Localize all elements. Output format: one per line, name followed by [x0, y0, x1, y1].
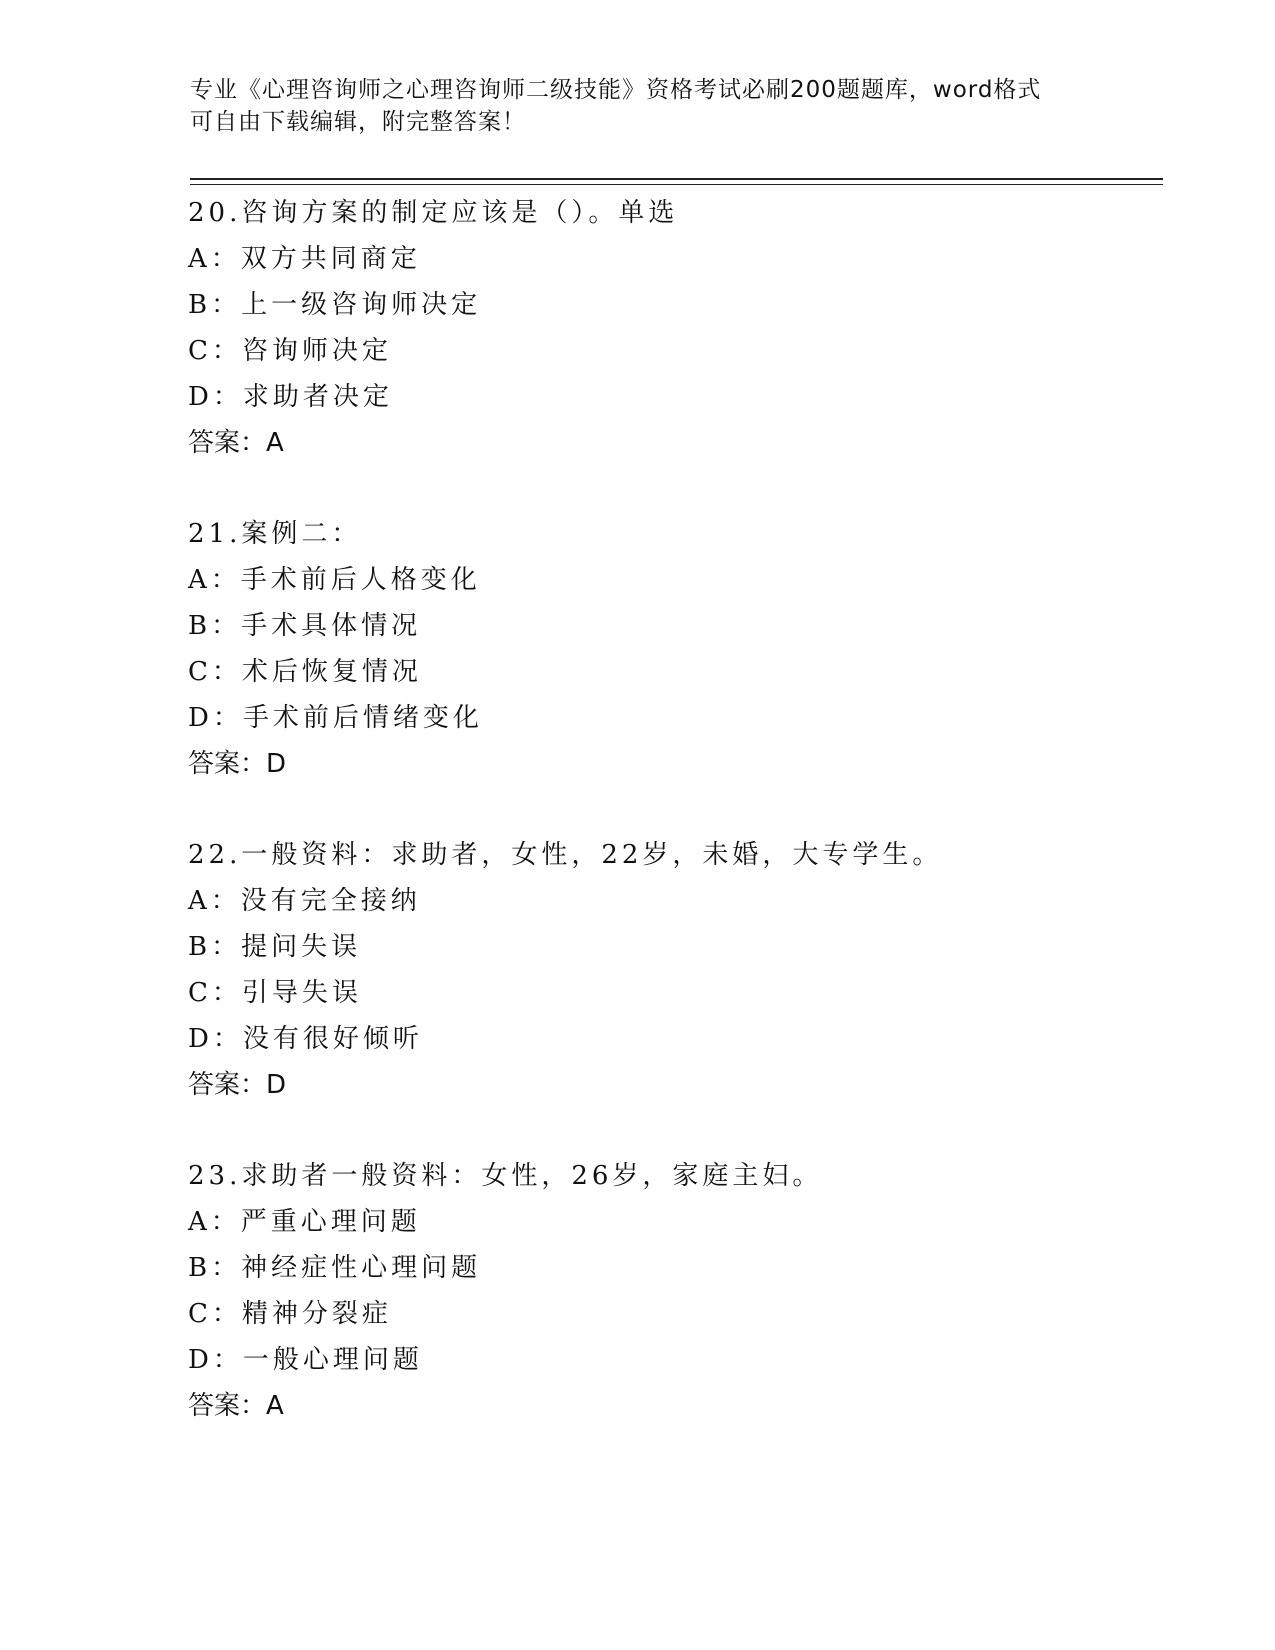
option-c: C：咨询师决定	[188, 336, 392, 366]
answer-label: 答案：	[188, 1391, 267, 1421]
question-stem: 22.一般资料：求助者，女性，22岁，未婚，大专学生。	[188, 840, 943, 870]
question-block	[188, 832, 1148, 1108]
header-line-1: 专业《心理咨询师之心理咨询师二级技能》资格考试必刷200题题库，word格式	[190, 77, 1042, 103]
answer-line	[188, 741, 1148, 787]
header-line-2: 可自由下载编辑，附完整答案！	[190, 109, 526, 135]
question-stem: 23.求助者一般资料：女性，26岁，家庭主妇。	[188, 1161, 823, 1191]
option-c: C：术后恢复情况	[188, 657, 422, 687]
option-a: A：没有完全接纳	[188, 886, 421, 916]
option-a: A：双方共同商定	[188, 244, 421, 274]
question-block	[188, 190, 1148, 466]
answer-label: 答案：	[188, 749, 267, 779]
option-b: B：上一级咨询师决定	[188, 290, 482, 320]
answer-label: 答案：	[188, 428, 267, 458]
option-c: C：引导失误	[188, 978, 362, 1008]
answer-value: D	[266, 749, 287, 779]
question-list	[188, 190, 1148, 1474]
option-b: B：提问失误	[188, 932, 362, 962]
header-divider-thin	[190, 184, 1163, 185]
answer-line	[188, 1062, 1148, 1108]
option-b: B：神经症性心理问题	[188, 1253, 482, 1283]
document-header	[190, 74, 1090, 138]
option-b: B：手术具体情况	[188, 611, 422, 641]
answer-value: A	[266, 428, 284, 458]
question-stem: 20.咨询方案的制定应该是（）。单选	[188, 198, 679, 228]
question-block	[188, 511, 1148, 787]
header-divider-thick	[190, 178, 1163, 180]
answer-value: A	[266, 1391, 284, 1421]
option-d: D：没有很好倾听	[188, 1024, 423, 1054]
answer-label: 答案：	[188, 1070, 267, 1100]
option-d: D：手术前后情绪变化	[188, 703, 483, 733]
option-c: C：精神分裂症	[188, 1299, 392, 1329]
question-stem: 21.案例二：	[188, 519, 362, 549]
answer-line	[188, 420, 1148, 466]
option-d: D：一般心理问题	[188, 1345, 423, 1375]
answer-value: D	[266, 1070, 287, 1100]
option-a: A：手术前后人格变化	[188, 565, 481, 595]
option-a: A：严重心理问题	[188, 1207, 421, 1237]
answer-line	[188, 1383, 1148, 1429]
option-d: D：求助者决定	[188, 382, 393, 412]
question-block	[188, 1153, 1148, 1429]
